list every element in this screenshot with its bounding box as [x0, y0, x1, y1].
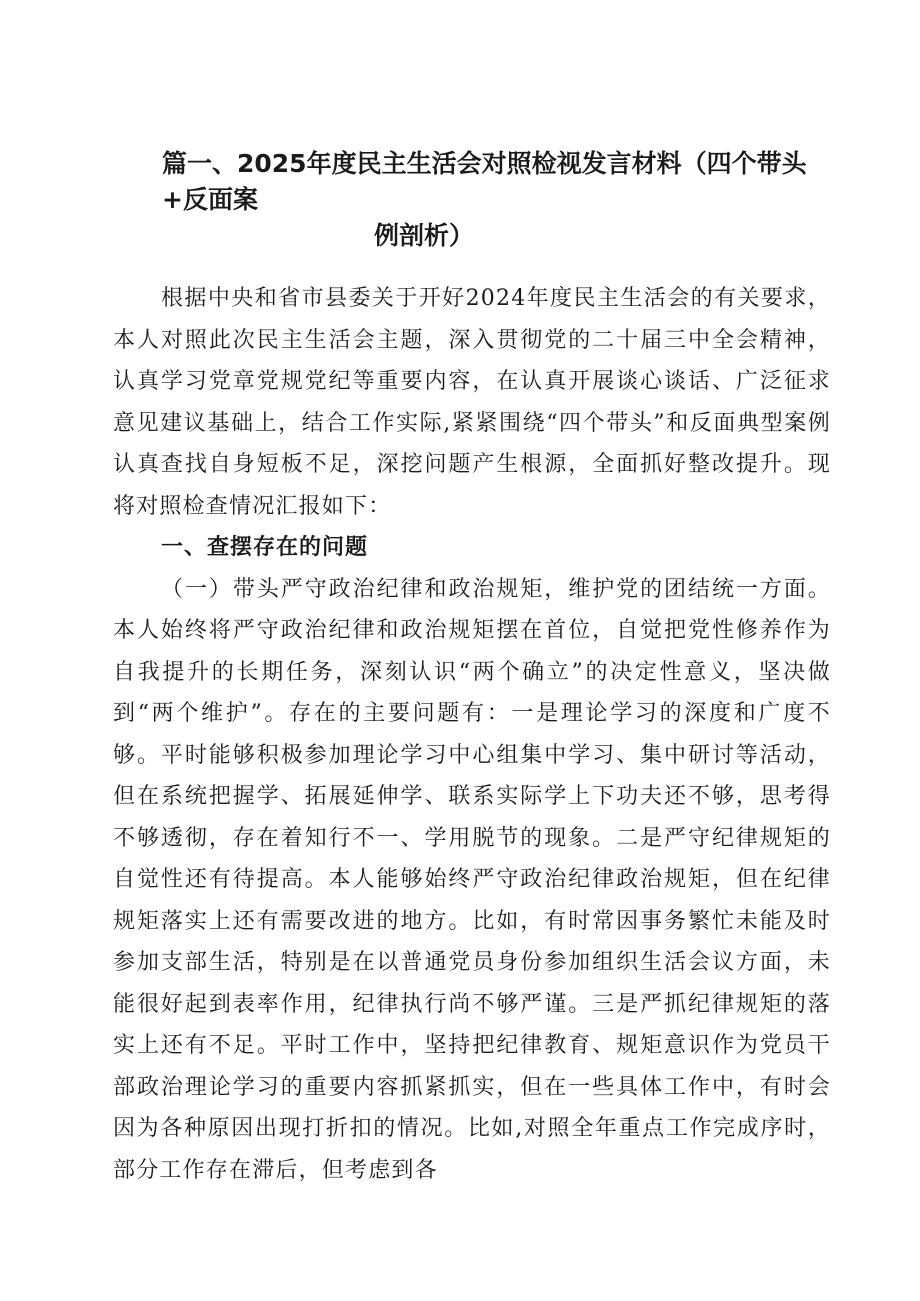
title-line-1: 篇一、2025年度民主生活会对照检视发言材料（四个带头+反面案 — [162, 149, 807, 214]
subsection-paragraph-1 — [113, 569, 831, 1192]
section-heading-1: 一、查摆存在的问题 — [161, 535, 369, 560]
document-title — [162, 146, 842, 254]
subsection-heading-1: （一）带头严守政治纪律和政治规矩，维护党的团结统一方面。 — [161, 576, 831, 602]
title-line-2: 例剖析） — [374, 221, 475, 250]
subsection-body-1: 本人始终将严守政治纪律和政治规矩摆在首位，自觉把党性修养作为自我提升的长期任务，深刻认识“两个确立”的决定性意义，坚决做到“两个维护”。存在的主要问题有：一是理论学习的深度和广度不够。平时能够积极参加理论学习中心组集中学习、集中研讨等活动，但在系统把握学、拓展延伸学、联系实际学上下功夫还不够，思考得不够透彻，存在着知行不一、学用脱节的现象。二是严守纪律规矩的自觉性还有待提高。本人能够始终严守政治纪律政治规矩，但在纪律规矩落实上还有需要改进的地方。比如，有时常因事务繁忙未能及时参加支部生活，特别是在以普通党员身份参加组织生活会议方面，未能很好起到表率作用，纪律执行尚不够严谨。三是严抓纪律规矩的落实上还有不足。平时工作中，坚持把纪律教育、规矩意识作为党员干部政治理论学习的重要内容抓紧抓实，但在一些具体工作中，有时会因为各种原因出现打折扣的情况。比如,对照全年重点工作完成序时，部分工作存在滞后，但考虑到各 — [113, 618, 831, 1183]
intro-paragraph: 根据中央和省市县委关于开好2024年度民主生活会的有关要求，本人对照此次民主生活会主题，深入贯彻党的二十届三中全会精神，认真学习党章党规党纪等重要内容，在认真开展谈心谈话、广泛征求意见建议基础上，结合工作实际,紧紧围绕“四个带头”和反面典型案例认真查找自身短板不足，深挖问题产生根源，全面抓好整改提升。现将对照检查情况汇报如下： — [113, 286, 831, 519]
document-body — [113, 278, 831, 1191]
